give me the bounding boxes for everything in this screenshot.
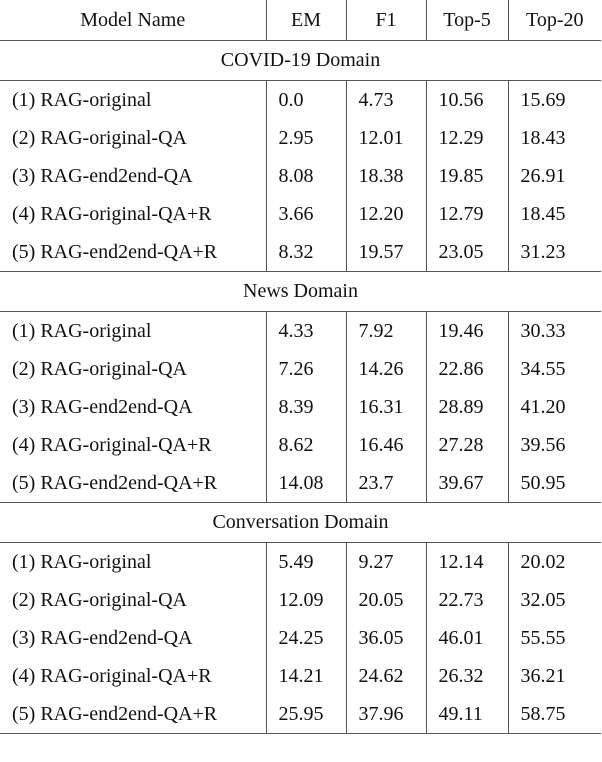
cell-em: 7.26	[266, 350, 346, 388]
cell-top5: 12.29	[426, 119, 508, 157]
cell-f1: 20.05	[346, 581, 426, 619]
cell-f1: 19.57	[346, 233, 426, 272]
domain-title: News Domain	[0, 272, 601, 312]
cell-f1: 18.38	[346, 157, 426, 195]
domain-row	[0, 503, 601, 543]
table-row	[0, 81, 601, 120]
cell-top20: 15.69	[508, 81, 601, 120]
header-row	[0, 0, 601, 41]
cell-em: 3.66	[266, 195, 346, 233]
cell-f1: 14.26	[346, 350, 426, 388]
cell-top20: 50.95	[508, 464, 601, 503]
table-row	[0, 195, 601, 233]
cell-top5: 28.89	[426, 388, 508, 426]
table-row	[0, 426, 601, 464]
cell-em: 8.39	[266, 388, 346, 426]
header-top5: Top-5	[426, 0, 508, 41]
domain-row	[0, 41, 601, 81]
cell-f1: 16.31	[346, 388, 426, 426]
cell-em: 14.08	[266, 464, 346, 503]
cell-top20: 26.91	[508, 157, 601, 195]
cell-f1: 23.7	[346, 464, 426, 503]
cell-top5: 23.05	[426, 233, 508, 272]
cell-model-name: (2) RAG-original-QA	[12, 126, 187, 149]
cell-model-name: (4) RAG-original-QA+R	[12, 433, 212, 456]
table-row	[0, 350, 601, 388]
cell-em: 2.95	[266, 119, 346, 157]
table-row	[0, 119, 601, 157]
header-f1: F1	[346, 0, 426, 41]
cell-top5: 22.73	[426, 581, 508, 619]
cell-model-name: (1) RAG-original	[12, 550, 152, 573]
cell-top5: 12.14	[426, 543, 508, 582]
cell-top20: 18.45	[508, 195, 601, 233]
cell-model-name: (3) RAG-end2end-QA	[12, 626, 193, 649]
cell-em: 0.0	[266, 81, 346, 120]
cell-top5: 39.67	[426, 464, 508, 503]
cell-top5: 46.01	[426, 619, 508, 657]
cell-em: 24.25	[266, 619, 346, 657]
cell-top20: 55.55	[508, 619, 601, 657]
cell-top20: 34.55	[508, 350, 601, 388]
cell-top5: 19.85	[426, 157, 508, 195]
cell-em: 8.08	[266, 157, 346, 195]
cell-f1: 12.20	[346, 195, 426, 233]
cell-model-name: (1) RAG-original	[12, 319, 152, 342]
header-model-name: Model Name	[80, 8, 186, 31]
cell-model-name: (1) RAG-original	[12, 88, 152, 111]
cell-em: 14.21	[266, 657, 346, 695]
cell-model-name: (3) RAG-end2end-QA	[12, 395, 193, 418]
cell-top5: 49.11	[426, 695, 508, 734]
table-row	[0, 388, 601, 426]
cell-top20: 58.75	[508, 695, 601, 734]
cell-model-name: (4) RAG-original-QA+R	[12, 202, 212, 225]
cell-model-name: (5) RAG-end2end-QA+R	[0, 233, 266, 272]
cell-f1: 36.05	[346, 619, 426, 657]
header-top20: Top-20	[508, 0, 601, 41]
cell-top5: 26.32	[426, 657, 508, 695]
table-row	[0, 312, 601, 351]
cell-f1: 9.27	[346, 543, 426, 582]
table-row	[0, 464, 601, 503]
cell-top5: 10.56	[426, 81, 508, 120]
domain-title: COVID-19 Domain	[0, 41, 601, 81]
cell-f1: 37.96	[346, 695, 426, 734]
cell-em: 8.32	[266, 233, 346, 272]
cell-top20: 39.56	[508, 426, 601, 464]
table-row	[0, 581, 601, 619]
table-row	[0, 619, 601, 657]
cell-top5: 22.86	[426, 350, 508, 388]
cell-top20: 30.33	[508, 312, 601, 351]
cell-f1: 16.46	[346, 426, 426, 464]
cell-top5: 19.46	[426, 312, 508, 351]
cell-f1: 4.73	[346, 81, 426, 120]
cell-f1: 7.92	[346, 312, 426, 351]
cell-top20: 18.43	[508, 119, 601, 157]
table-row	[0, 157, 601, 195]
cell-top5: 27.28	[426, 426, 508, 464]
table-row	[0, 543, 601, 582]
domain-row	[0, 272, 601, 312]
cell-em: 5.49	[266, 543, 346, 582]
table-row	[0, 657, 601, 695]
cell-top20: 20.02	[508, 543, 601, 582]
cell-model-name: (5) RAG-end2end-QA+R	[0, 695, 266, 734]
cell-em: 25.95	[266, 695, 346, 734]
cell-em: 12.09	[266, 581, 346, 619]
table-row	[0, 695, 601, 734]
cell-top20: 41.20	[508, 388, 601, 426]
cell-model-name: (3) RAG-end2end-QA	[12, 164, 193, 187]
cell-model-name: (4) RAG-original-QA+R	[12, 664, 212, 687]
cell-model-name: (5) RAG-end2end-QA+R	[0, 464, 266, 503]
cell-top20: 31.23	[508, 233, 601, 272]
cell-em: 4.33	[266, 312, 346, 351]
cell-f1: 24.62	[346, 657, 426, 695]
cell-top20: 36.21	[508, 657, 601, 695]
cell-top20: 32.05	[508, 581, 601, 619]
header-em: EM	[266, 0, 346, 41]
cell-model-name: (2) RAG-original-QA	[12, 357, 187, 380]
domain-title: Conversation Domain	[0, 503, 601, 543]
cell-top5: 12.79	[426, 195, 508, 233]
cell-f1: 12.01	[346, 119, 426, 157]
table-row	[0, 233, 601, 272]
cell-em: 8.62	[266, 426, 346, 464]
cell-model-name: (2) RAG-original-QA	[12, 588, 187, 611]
